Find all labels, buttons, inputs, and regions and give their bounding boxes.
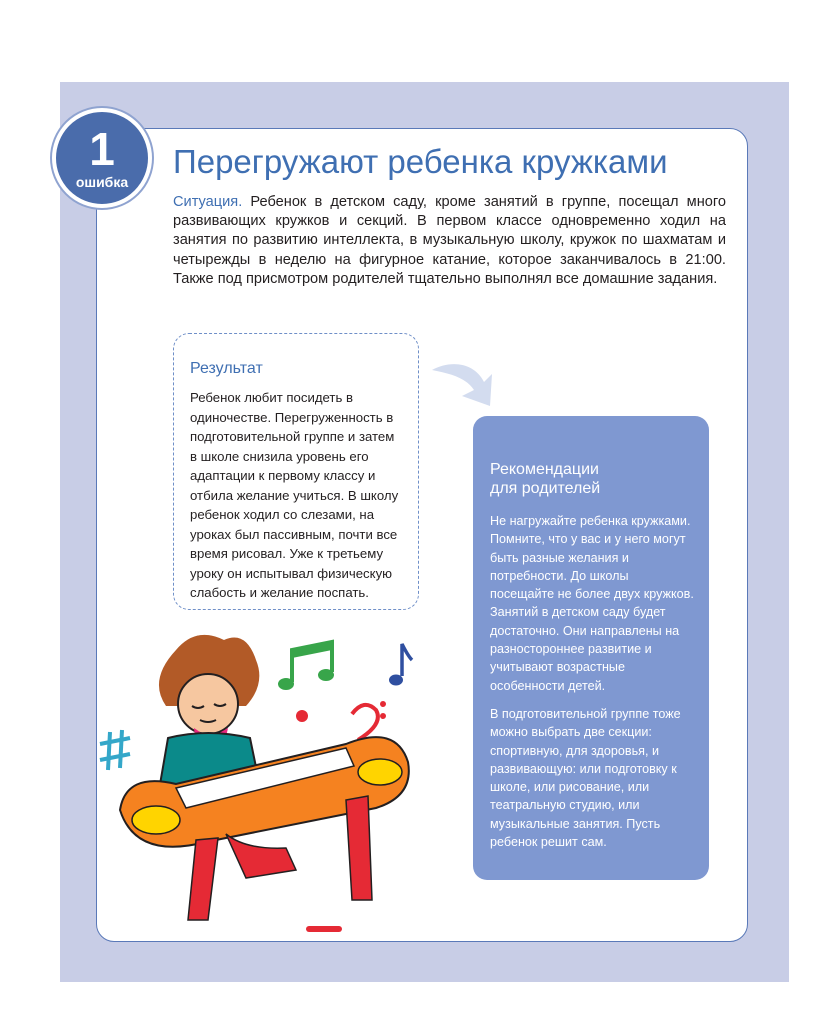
- badge-number: 1: [89, 123, 115, 175]
- mistake-number-badge: [52, 108, 152, 208]
- result-box: [173, 333, 419, 610]
- music-note-icon: [278, 642, 334, 690]
- result-heading: Результат: [190, 360, 263, 377]
- curved-arrow-icon: [430, 356, 500, 412]
- recommendations-heading-line2: для родителей: [490, 480, 601, 497]
- recommendations-paragraph-1: Не нагружайте ребенка кружками. Помните, что у вас и у него могут быть разные желания и потребности. До школы посещайте не более двух кружков. Занятий в детском саду будет достаточно. Они направлены на разностороннее развитие и учитывают возрастные особенности детей.: [490, 514, 694, 693]
- badge-label: ошибка: [75, 174, 129, 190]
- situation-text: Ребенок в детском саду, кроме занятий в группе, посещал много развивающих кружков и секций. В первом классе одновременно ходил на занятия по развитию интеллекта, в музыкальную школу, кружок по шахматам и четырежды в неделю на фигурное катание, которое заканчивалось в 21:00. Также под присмотром родителей тщательно выполнял все домашние задания.: [173, 194, 726, 287]
- recommendations-paragraph-2: В подготовительной группе тоже можно выбрать две секции: спортивную, для здоровья, и развивающую: или подготовку к школе, или рисование, или театральную студию, или музыкальные занятия. Пусть ребенок решит сам.: [490, 706, 681, 850]
- boy-playing-keyboard-illustration: [96, 620, 456, 940]
- situation-paragraph: [173, 193, 726, 289]
- sharp-sign-icon: [100, 730, 130, 770]
- page-title: Перегружают ребенка кружками: [173, 143, 668, 180]
- recommendations-heading-line1: Рекомендации: [490, 461, 599, 478]
- result-text: Ребенок любит посидеть в одиночестве. Перегруженность в подготовительной группе и затем в школе снизила уровень его адаптации к первому классу и отбила желание учиться. В школу ребенок ходил со слезами, на уроках был пассивным, почти все время рисовал. Уже к третьему уроку он испытывал физическую слабость и желание поспать.: [190, 390, 399, 600]
- recommendations-box: [473, 416, 709, 880]
- situation-label: Ситуация.: [173, 194, 243, 210]
- bass-clef-icon: [352, 701, 386, 740]
- music-note-icon: [389, 644, 412, 686]
- recommendations-heading: [490, 460, 695, 498]
